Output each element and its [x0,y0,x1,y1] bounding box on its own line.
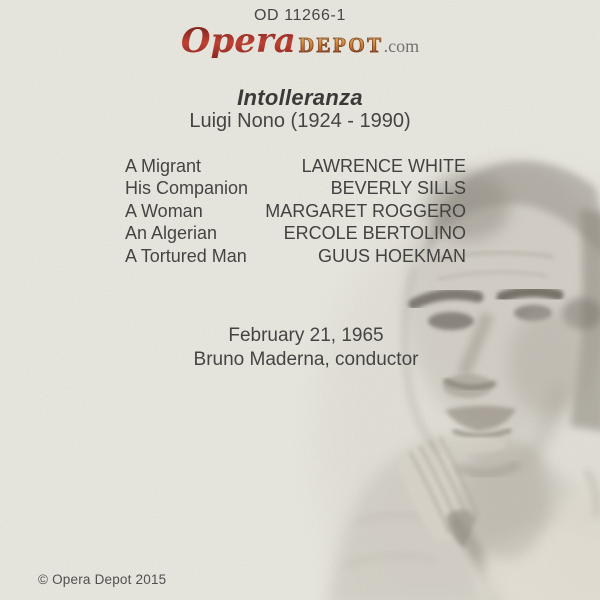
conductor-line: Bruno Maderna, conductor [193,349,419,370]
copyright-notice: © Opera Depot 2015 [38,572,167,587]
cast-role: A Migrant [125,156,202,176]
cast-role: An Algerian [125,223,218,244]
cast-performer: MARGARET ROGGERO [265,200,466,221]
cast-list [125,155,466,267]
cast-performer: BEVERLY SILLS [330,178,466,199]
cast-row [125,177,466,199]
cast-row [125,245,466,267]
cast-row [125,200,466,222]
composer-line: Luigi Nono (1924 - 1990) [189,110,411,132]
album-title: Intolleranza [237,85,363,110]
cast-row [125,222,466,244]
cast-performer: GUUS HOEKMAN [317,245,466,266]
cast-row [125,155,466,177]
performance-info [0,324,600,372]
cast-performer: LAWRENCE WHITE [301,156,466,176]
logo-opera-script: Opera [180,21,296,61]
catalog-number: OD 11266-1 [254,7,346,24]
logo-depot-wordmark: DEPOT [298,33,384,57]
cast-performer: ERCOLE BERTOLINO [283,223,466,244]
cast-role: A Tortured Man [125,245,247,266]
opera-depot-logo [0,21,600,61]
logo-com-suffix: .com [383,36,420,56]
performance-date: February 21, 1965 [228,325,384,346]
cast-role: A Woman [125,200,203,221]
cast-role: His Companion [125,178,249,199]
